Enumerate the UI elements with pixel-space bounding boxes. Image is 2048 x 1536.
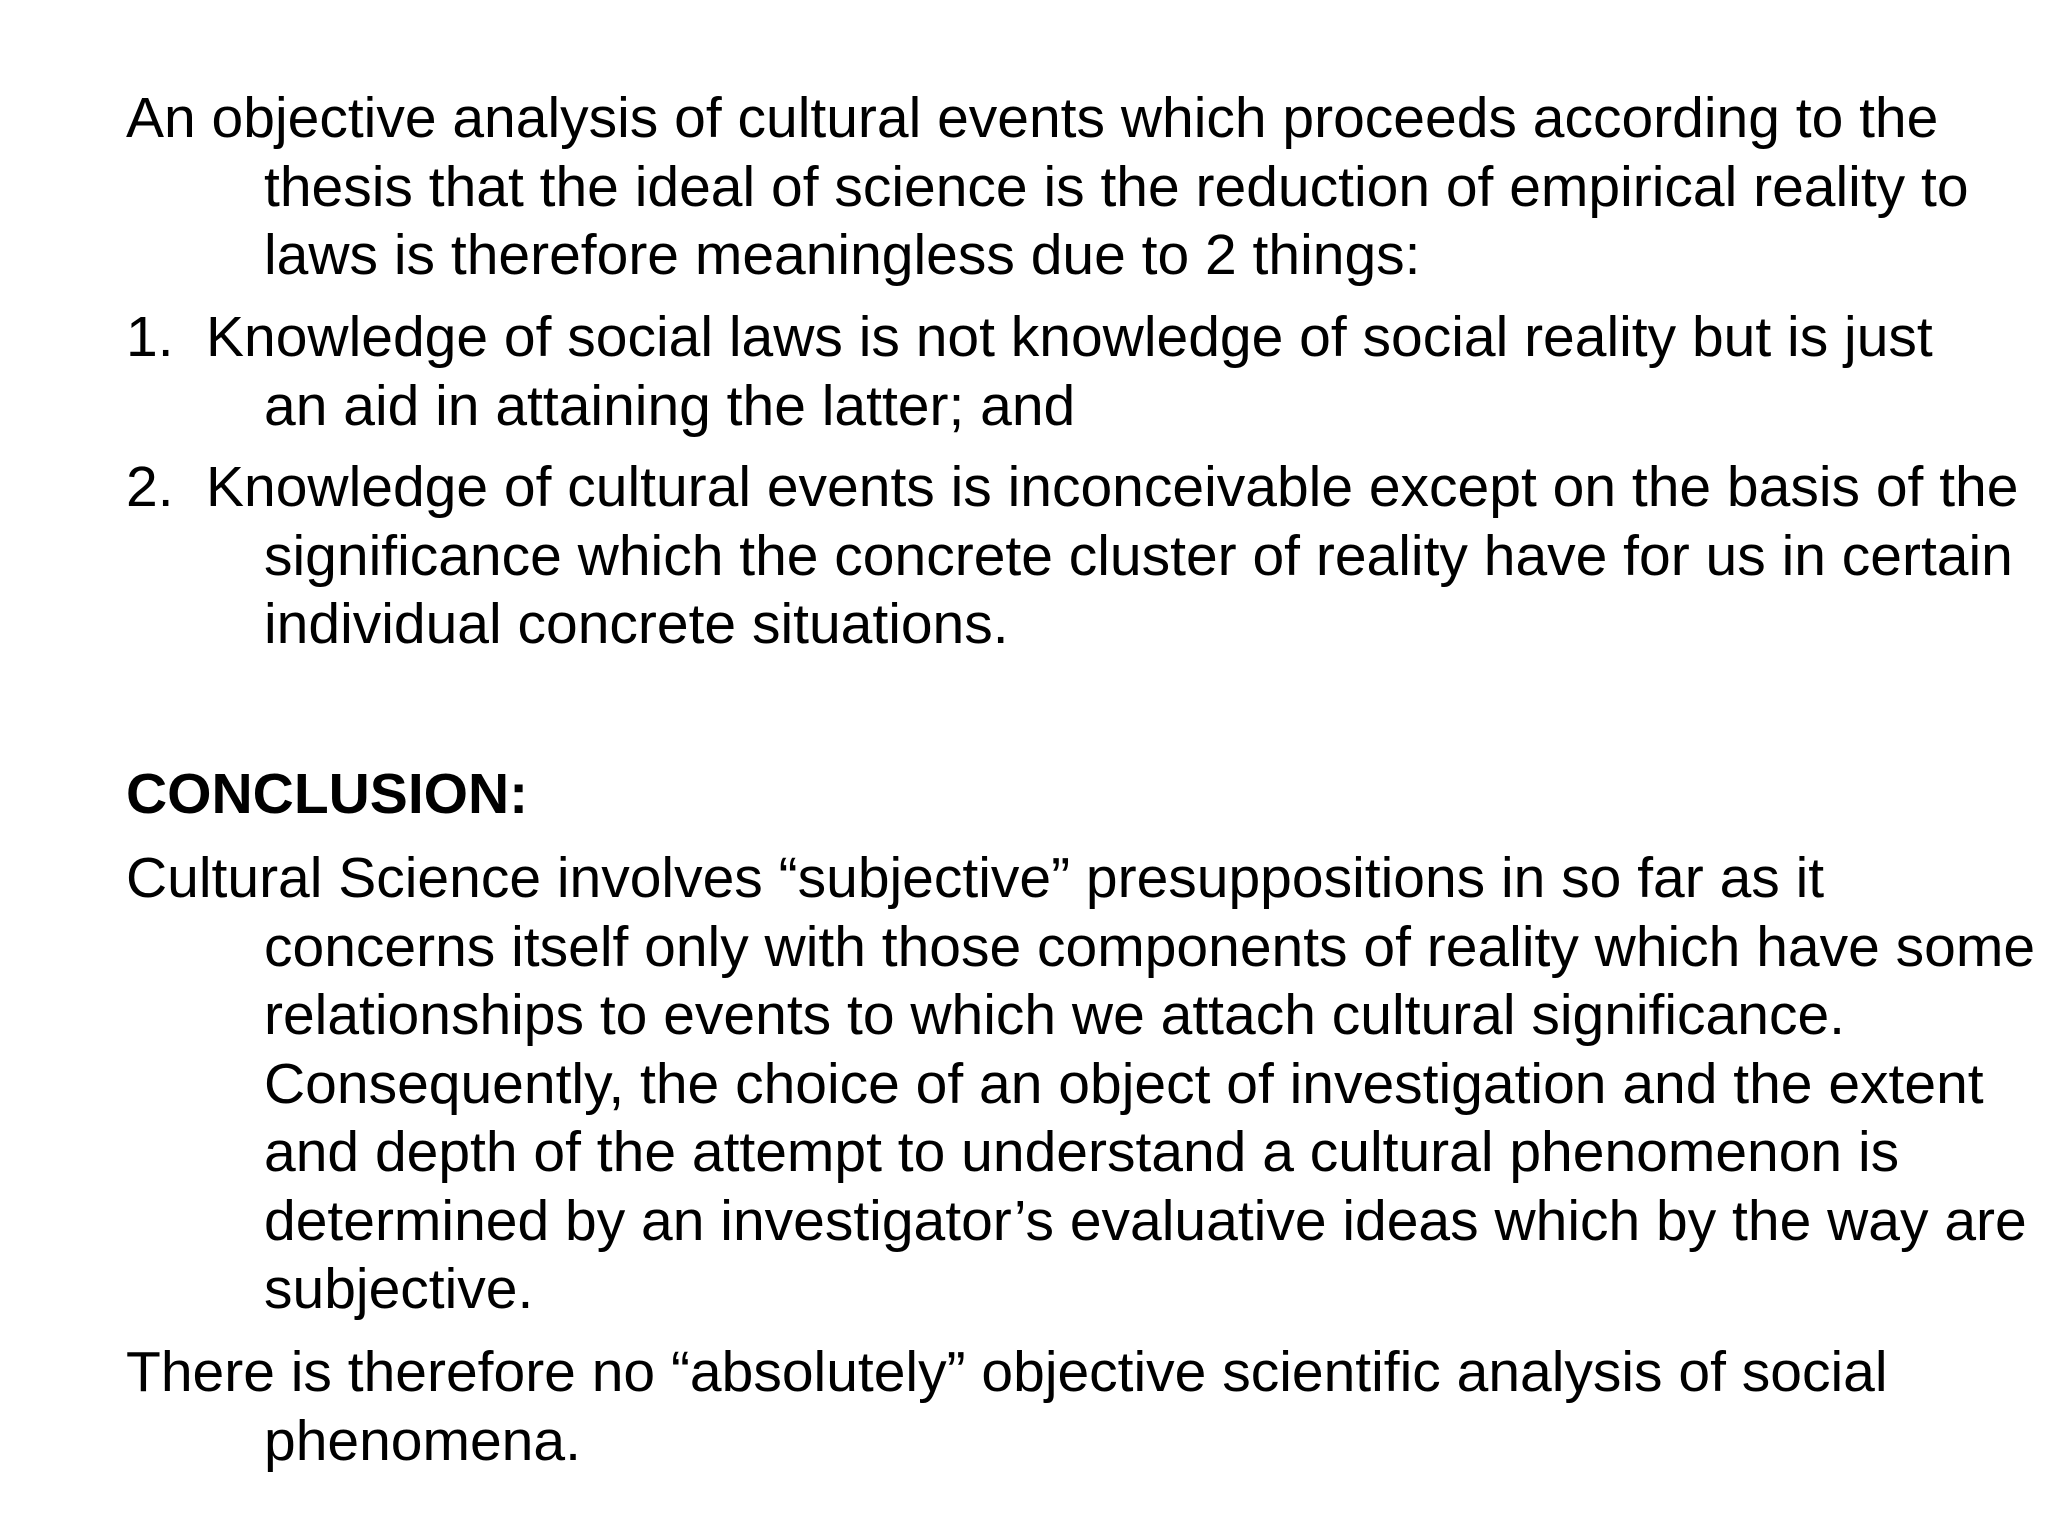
list-item-text: Knowledge of social laws is not knowledge of social reality but is just an aid in attaining the latter; and bbox=[206, 305, 1933, 438]
conclusion-paragraph: Cultural Science involves “subjective” presuppositions in so far as it concerns itself only with those components of reality which have some relationships to events to which we attach cultural significance. Consequently, the choice of an object of investigation and the extent and depth of the attempt to understand a cultural phenomenon is determined by an investigator’s evaluative ideas which by the way are subjective. bbox=[126, 846, 2036, 1321]
intro-paragraph: An objective analysis of cultural events which proceeds according to the thesis that the ideal of science is the reduction of empirical reality to laws is therefore meaningless due to 2 things: bbox=[126, 86, 1969, 287]
list-item bbox=[126, 453, 2048, 659]
list-number: 1. bbox=[126, 305, 174, 369]
closing-paragraph: There is therefore no “absolutely” objective scientific analysis of social phenomena. bbox=[126, 1340, 1888, 1473]
conclusion-heading: CONCLUSION: bbox=[126, 762, 529, 826]
list-item bbox=[126, 303, 1984, 440]
list-item-text: Knowledge of cultural events is inconceivable except on the basis of the significance which the concrete cluster of reality have for us in certain individual concrete situations. bbox=[206, 455, 2019, 656]
list-number: 2. bbox=[126, 455, 174, 519]
